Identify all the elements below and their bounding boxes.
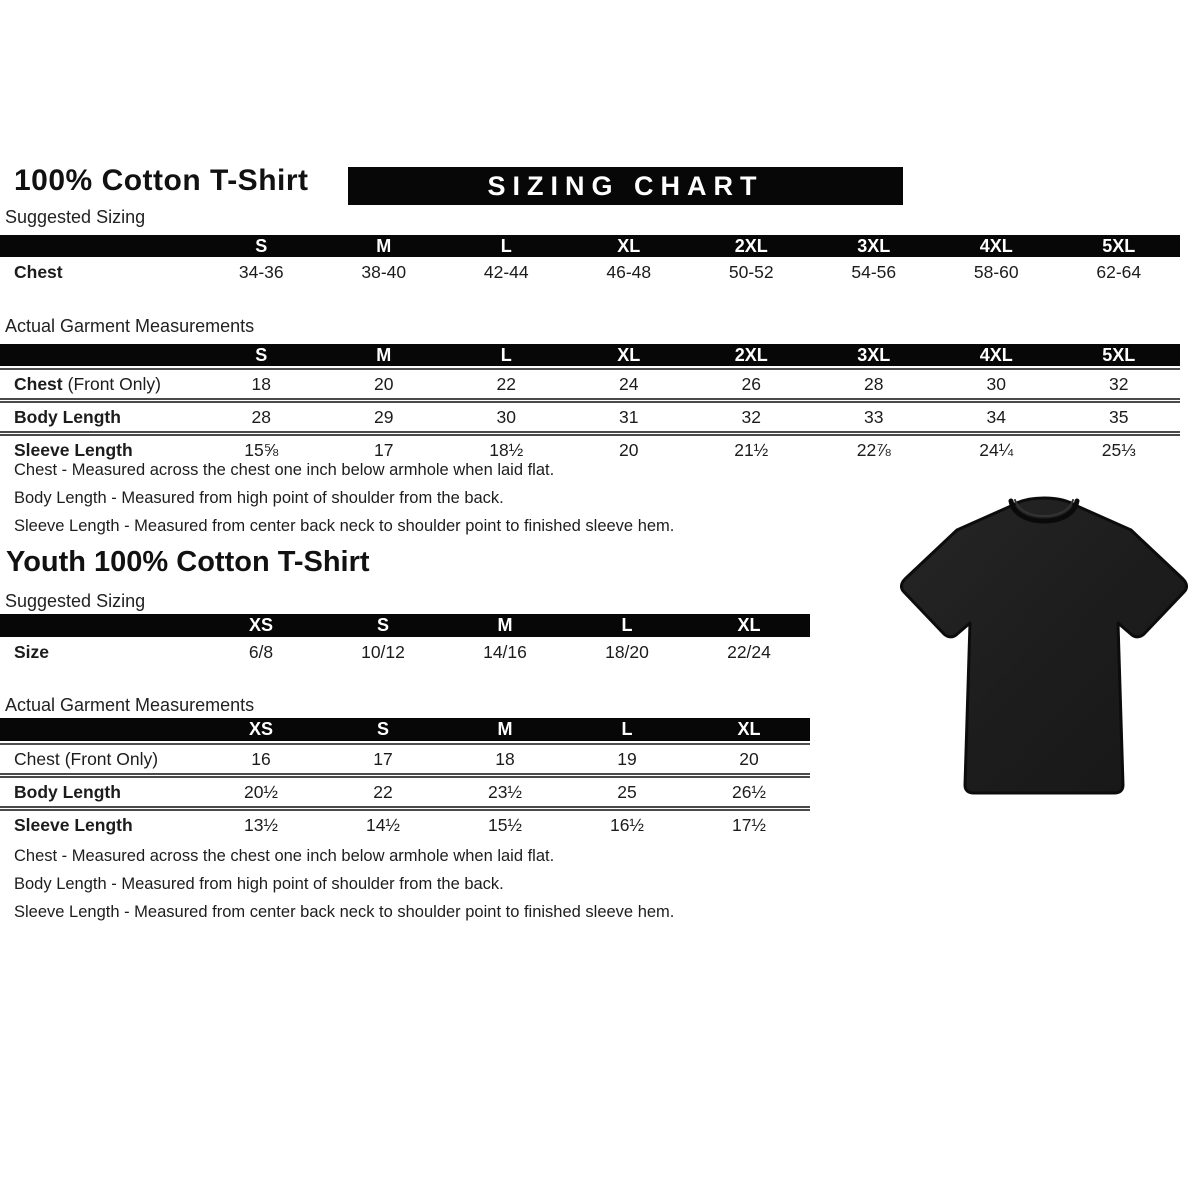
size-column-header: S xyxy=(255,235,268,256)
cell-value: 34 xyxy=(986,406,1006,427)
cell-value: 54-56 xyxy=(851,261,897,282)
note-line: Body Length - Measured from high point of shoulder from the back. xyxy=(14,875,504,893)
table-row xyxy=(0,745,810,773)
cell-value: 29 xyxy=(374,406,394,427)
cell-value: 18 xyxy=(495,748,515,769)
size-column-header: 2XL xyxy=(734,344,768,365)
row-label: Size xyxy=(14,641,50,662)
size-column-header: 2XL xyxy=(734,235,768,256)
size-column-header: S xyxy=(255,344,268,365)
adult-measurements-table xyxy=(0,344,1180,464)
cell-value: 18 xyxy=(251,373,271,394)
row-label: Chest xyxy=(14,261,63,282)
cell-value: 28 xyxy=(864,373,884,394)
row-label-suffix: (Front Only) xyxy=(64,748,159,769)
size-column-header: S xyxy=(376,719,389,739)
table-row xyxy=(0,398,1180,431)
cell-value: 62-64 xyxy=(1096,261,1142,282)
size-column-header: XL xyxy=(737,719,761,739)
note-line: Chest - Measured across the chest one inch below armhole when laid flat. xyxy=(14,847,555,865)
row-label: Sleeve Length xyxy=(14,814,133,835)
note-line: Sleeve Length - Measured from center back neck to shoulder point to finished sleeve hem. xyxy=(14,903,675,921)
cell-value: 28 xyxy=(251,406,271,427)
cell-value: 25⅓ xyxy=(1101,439,1136,460)
row-label-main: Chest xyxy=(14,748,60,769)
cell-value: 17 xyxy=(374,439,394,460)
youth-measurement-notes xyxy=(14,842,674,926)
cell-value: 24¼ xyxy=(979,439,1014,460)
note-line: Chest - Measured across the chest one inch below armhole when laid flat. xyxy=(14,461,555,479)
row-label xyxy=(0,374,200,395)
size-column-header: M xyxy=(376,235,392,256)
table-row xyxy=(0,637,810,667)
cell-value: 13½ xyxy=(243,814,279,835)
table-row xyxy=(0,773,810,806)
youth-measurements-table xyxy=(0,718,810,839)
cell-value: 15⅝ xyxy=(244,439,279,460)
note-line: Body Length - Measured from high point of shoulder from the back. xyxy=(14,489,504,507)
size-column-header: S xyxy=(376,615,389,635)
size-column-header: L xyxy=(621,615,633,635)
size-column-header: M xyxy=(376,344,392,365)
cell-value: 6/8 xyxy=(248,641,274,662)
cell-value: 26½ xyxy=(731,781,767,802)
cell-value: 17½ xyxy=(731,814,767,835)
cell-value: 17 xyxy=(373,748,393,769)
size-column-header: 3XL xyxy=(857,235,891,256)
cell-value: 33 xyxy=(864,406,884,427)
size-column-header: 4XL xyxy=(979,344,1013,365)
cell-value: 20 xyxy=(374,373,394,394)
cell-value: 22/24 xyxy=(727,641,771,662)
adult-suggested-header-row xyxy=(0,235,1180,257)
adult-measurement-notes xyxy=(14,456,674,540)
size-column-header: 5XL xyxy=(1102,344,1136,365)
page-title: 100% Cotton T-Shirt xyxy=(14,164,309,197)
row-label xyxy=(0,749,200,770)
cell-value: 34-36 xyxy=(238,261,284,282)
cell-value: 50-52 xyxy=(728,261,774,282)
size-column-header: 4XL xyxy=(979,235,1013,256)
size-column-header: M xyxy=(497,719,513,739)
size-column-header: L xyxy=(500,235,512,256)
cell-value: 16 xyxy=(251,748,271,769)
cell-value: 35 xyxy=(1109,406,1129,427)
size-column-header: XL xyxy=(617,344,641,365)
cell-value: 32 xyxy=(741,406,761,427)
cell-value: 14/16 xyxy=(483,641,527,662)
cell-value: 10/12 xyxy=(361,641,405,662)
size-column-header: L xyxy=(500,344,512,365)
cell-value: 58-60 xyxy=(973,261,1019,282)
size-column-header: 3XL xyxy=(857,344,891,365)
adult-suggested-sizing-table xyxy=(0,235,1180,287)
adult-measurements-header-row xyxy=(0,344,1180,366)
cell-value: 46-48 xyxy=(606,261,652,282)
size-column-header: 5XL xyxy=(1102,235,1136,256)
cell-value: 30 xyxy=(986,373,1006,394)
tshirt-body-shape xyxy=(901,498,1186,793)
cell-value: 19 xyxy=(617,748,637,769)
youth-measurements-header-row xyxy=(0,718,810,741)
cell-value: 18½ xyxy=(489,439,524,460)
row-label-suffix: (Front Only) xyxy=(67,373,161,394)
cell-value: 16½ xyxy=(609,814,645,835)
sizing-chart-banner: SIZING CHART xyxy=(348,167,903,205)
size-column-header: XS xyxy=(248,615,273,635)
note-line: Sleeve Length - Measured from center back neck to shoulder point to finished sleeve hem. xyxy=(14,517,675,535)
cell-value: 31 xyxy=(619,406,639,427)
cell-value: 32 xyxy=(1109,373,1129,394)
size-column-header: XL xyxy=(617,235,641,256)
cell-value: 20 xyxy=(739,748,759,769)
black-tshirt-image xyxy=(893,485,1195,805)
cell-value: 22 xyxy=(496,373,516,394)
cell-value: 20½ xyxy=(243,781,279,802)
adult-measurements-label: Actual Garment Measurements xyxy=(5,316,255,336)
table-row xyxy=(0,806,810,839)
cell-value: 22⅞ xyxy=(856,439,891,460)
adult-suggested-sizing-label: Suggested Sizing xyxy=(5,207,146,227)
youth-suggested-sizing-table xyxy=(0,614,810,667)
row-label: Body Length xyxy=(14,406,121,427)
row-label-main: Chest xyxy=(14,373,63,394)
cell-value: 25 xyxy=(617,781,637,802)
cell-value: 15½ xyxy=(487,814,523,835)
size-column-header: L xyxy=(621,719,633,739)
cell-value: 14½ xyxy=(365,814,401,835)
cell-value: 26 xyxy=(741,373,761,394)
youth-suggested-sizing-label: Suggested Sizing xyxy=(5,591,146,611)
row-label: Sleeve Length xyxy=(14,439,133,460)
table-row xyxy=(0,370,1180,398)
cell-value: 18/20 xyxy=(605,641,649,662)
cell-value: 21½ xyxy=(734,439,769,460)
cell-value: 30 xyxy=(496,406,516,427)
size-column-header: XL xyxy=(737,615,761,635)
youth-section-title: Youth 100% Cotton T-Shirt xyxy=(6,546,370,578)
table-row xyxy=(0,257,1180,287)
cell-value: 22 xyxy=(373,781,393,802)
cell-value: 38-40 xyxy=(361,261,407,282)
size-column-header: M xyxy=(497,615,513,635)
size-column-header: XS xyxy=(248,719,273,739)
youth-suggested-header-row xyxy=(0,614,810,637)
cell-value: 42-44 xyxy=(483,261,529,282)
cell-value: 20 xyxy=(619,439,639,460)
row-label: Body Length xyxy=(14,781,121,802)
youth-measurements-label: Actual Garment Measurements xyxy=(5,695,255,715)
cell-value: 23½ xyxy=(487,781,523,802)
cell-value: 24 xyxy=(619,373,639,394)
